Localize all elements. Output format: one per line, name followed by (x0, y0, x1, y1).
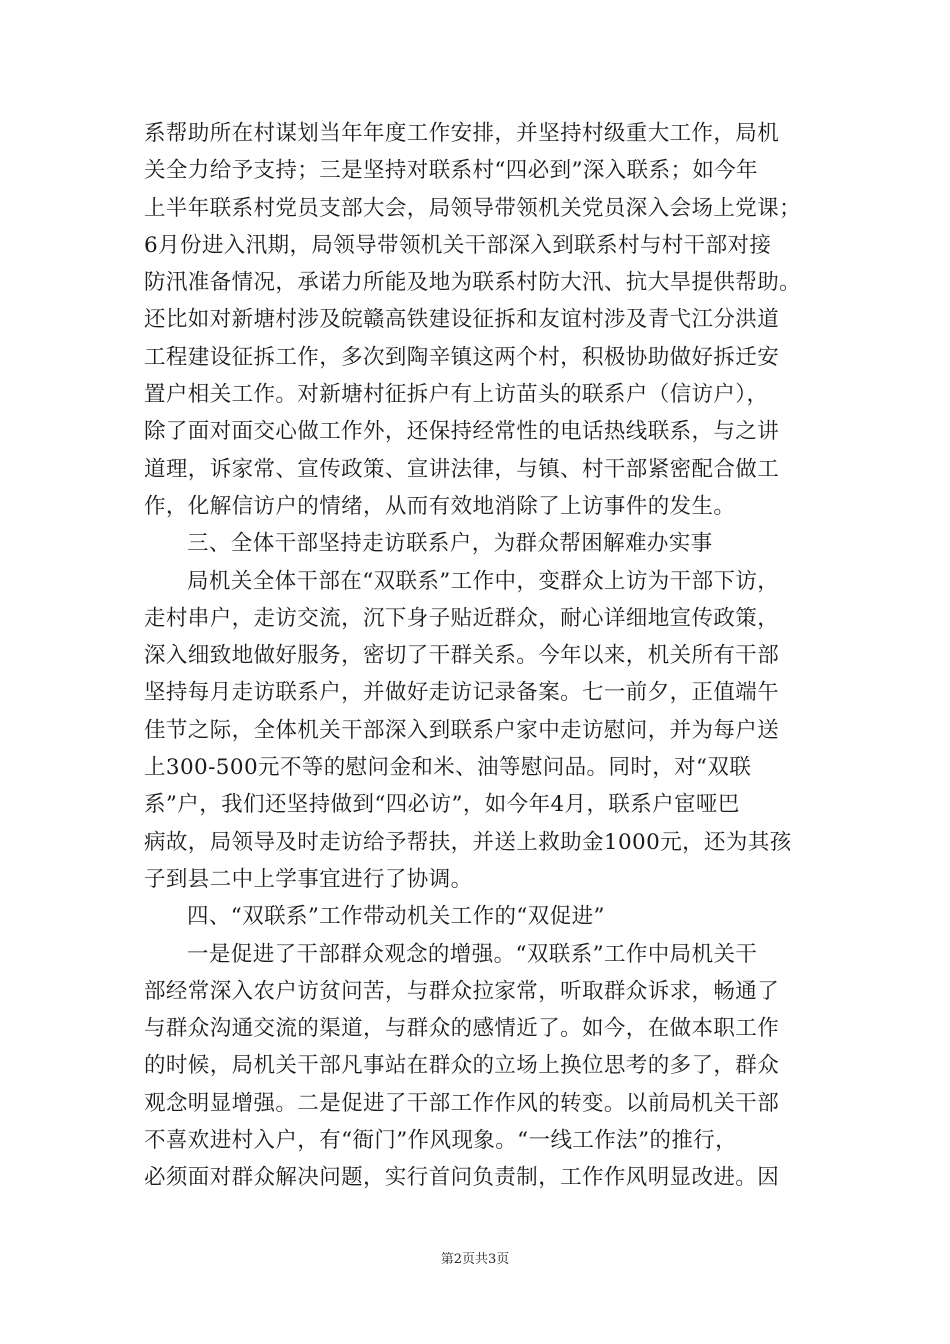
text-line: 关全力给予支持；三是坚持对联系村“四必到”深入联系；如今年 (144, 158, 759, 184)
text-line: 6月份进入汛期，局领导带领机关干部深入到联系村与村干部对接 (144, 232, 772, 258)
text-line: 坚持每月走访联系户，并做好走访记录备案。七一前夕，正值端午 (144, 680, 780, 706)
text-line: 必须面对群众解决问题，实行首问负责制，工作作风明显改进。因 (144, 1165, 780, 1191)
text-line: 置户相关工作。对新塘村征拆户有上访苗头的联系户（信访户）， (144, 382, 769, 408)
text-line: 观念明显增强。二是促进了干部工作作风的转变。以前局机关干部 (144, 1090, 780, 1116)
text-line: 工程建设征拆工作，多次到陶辛镇这两个村，积极协助做好拆迁安 (144, 344, 780, 370)
paragraph-start: 局机关全体干部在“双联系”工作中，变群众上访为干部下访， (187, 568, 780, 594)
text-line: 走村串户，走访交流，沉下身子贴近群众，耐心详细地宣传政策， (144, 605, 780, 631)
text-line: 道理，诉家常、宣传政策、宣讲法律，与镇、村干部紧密配合做工 (144, 456, 780, 482)
page-number-footer: 第2页共3页 (440, 1252, 510, 1267)
text-line: 与群众沟通交流的渠道，与群众的感情近了。如今，在做本职工作 (144, 1016, 780, 1042)
document-body (144, 115, 814, 1197)
text-line: 部经常深入农户访贫问苦，与群众拉家常，听取群众诉求，畅通了 (144, 978, 780, 1004)
text-line: 佳节之际，全体机关干部深入到联系户家中走访慰问，并为每户送 (144, 717, 780, 743)
text-line: 除了面对面交心做工作外，还保持经常性的电话热线联系，与之讲 (144, 419, 780, 445)
paragraph-start: 一是促进了干部群众观念的增强。“双联系”工作中局机关干 (187, 941, 758, 967)
text-line: 系”户，我们还坚持做到“四必访”，如今年4月，联系户宦哑巴 (144, 792, 740, 818)
text-line: 防汛准备情况，承诺力所能及地为联系村防大汛、抗大旱提供帮助。 (144, 270, 802, 296)
text-line: 上300-500元不等的慰问金和米、油等慰问品。同时，对“双联 (144, 755, 752, 781)
text-line: 子到县二中上学事宜进行了协调。 (144, 866, 473, 892)
section-heading-3: 三、全体干部坚持走访联系户，为群众帮困解难办实事 (187, 531, 713, 557)
text-line: 病故，局领导及时走访给予帮扶，并送上救助金1000元，还为其孩 (144, 829, 792, 855)
text-line: 深入细致地做好服务，密切了干群关系。今年以来，机关所有干部 (144, 643, 780, 669)
text-line: 作，化解信访户的情绪，从而有效地消除了上访事件的发生。 (144, 493, 736, 519)
section-heading-4: 四、“双联系”工作带动机关工作的“双促进” (187, 904, 605, 930)
text-line: 上半年联系村党员支部大会，局领导带领机关党员深入会场上党课； (144, 195, 802, 221)
text-line: 系帮助所在村谋划当年年度工作安排，并坚持村级重大工作，局机 (144, 121, 780, 146)
text-line: 还比如对新塘村涉及皖赣高铁建设征拆和友谊村涉及青弋江分洪道 (144, 307, 780, 333)
text-line: 的时候，局机关干部凡事站在群众的立场上换位思考的多了，群众 (144, 1053, 780, 1079)
text-line: 不喜欢进村入户，有“衙门”作风现象。“一线工作法”的推行， (144, 1128, 738, 1154)
